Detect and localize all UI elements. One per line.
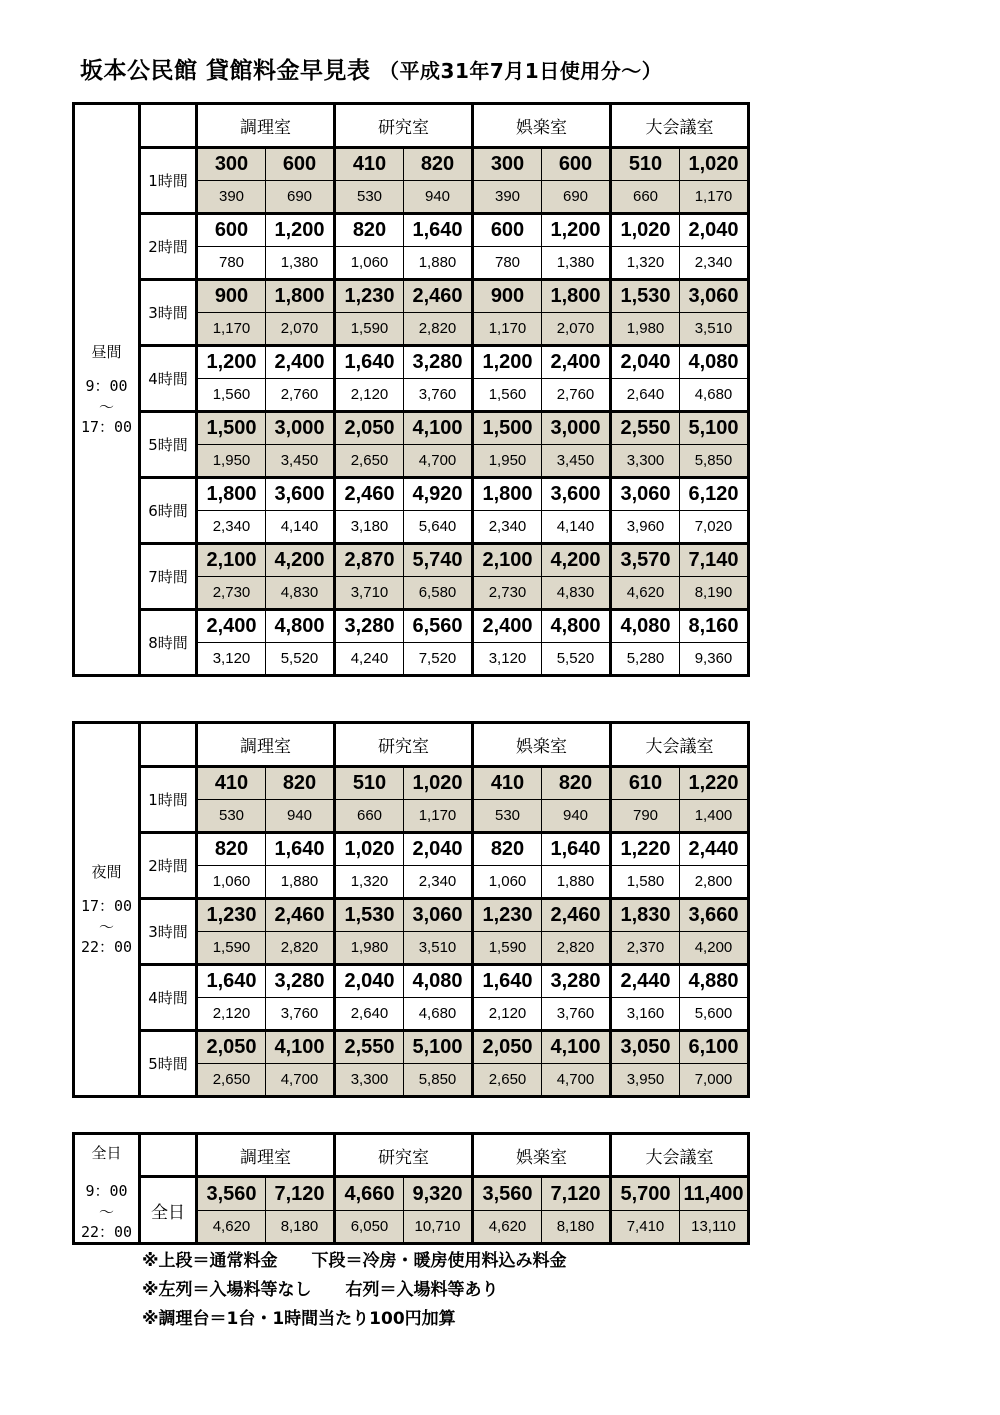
fee-standard: 1,640 (542, 833, 611, 866)
fee-with-aircon: 2,730 (473, 577, 542, 610)
fee-standard: 3,060 (680, 280, 749, 313)
fee-with-aircon: 3,950 (611, 1064, 680, 1097)
rate-row-upper (74, 214, 749, 247)
fee-with-aircon: 3,760 (404, 379, 473, 412)
fee-with-aircon: 1,380 (266, 247, 335, 280)
fee-standard: 4,100 (266, 1031, 335, 1064)
fee-with-aircon: 3,510 (404, 932, 473, 965)
fee-standard: 2,040 (335, 965, 404, 998)
period-label: 夜間 (91, 863, 122, 881)
fee-with-aircon: 2,820 (404, 313, 473, 346)
room-header: 大会議室 (611, 1134, 749, 1177)
fee-with-aircon: 3,160 (611, 998, 680, 1031)
fee-standard: 4,200 (266, 544, 335, 577)
fee-with-aircon: 2,760 (266, 379, 335, 412)
fee-with-aircon: 6,050 (335, 1211, 404, 1244)
fee-standard: 2,460 (542, 899, 611, 932)
room-header: 調理室 (197, 1134, 335, 1177)
time-separator: ～ (98, 917, 114, 936)
fee-with-aircon: 3,180 (335, 511, 404, 544)
fee-standard: 2,100 (197, 544, 266, 577)
rate-row-upper (74, 767, 749, 800)
rate-row-upper (74, 412, 749, 445)
fee-standard: 2,100 (473, 544, 542, 577)
fee-standard: 3,600 (266, 478, 335, 511)
time-separator: ～ (98, 1202, 114, 1221)
fee-standard: 3,660 (680, 899, 749, 932)
fee-standard: 5,100 (680, 412, 749, 445)
fee-standard: 1,800 (197, 478, 266, 511)
fee-with-aircon: 940 (404, 181, 473, 214)
fee-standard: 2,400 (266, 346, 335, 379)
fee-standard: 2,550 (335, 1031, 404, 1064)
fee-with-aircon: 5,600 (680, 998, 749, 1031)
fee-standard: 1,200 (473, 346, 542, 379)
fee-standard: 11,400 (680, 1177, 749, 1211)
fee-with-aircon: 2,070 (266, 313, 335, 346)
room-header: 調理室 (197, 104, 335, 148)
fee-standard: 9,320 (404, 1177, 473, 1211)
rate-row-upper (74, 1177, 749, 1211)
note-left-right: ※左列＝入場料等なし 右列＝入場料等あり (142, 1280, 499, 1300)
fee-with-aircon: 1,320 (611, 247, 680, 280)
room-header: 娯楽室 (473, 723, 611, 767)
fee-with-aircon: 1,590 (335, 313, 404, 346)
fee-standard: 1,800 (266, 280, 335, 313)
fee-standard: 4,920 (404, 478, 473, 511)
fee-with-aircon: 4,680 (680, 379, 749, 412)
fee-standard: 4,080 (611, 610, 680, 643)
fee-standard: 3,280 (404, 346, 473, 379)
fee-with-aircon: 4,700 (404, 445, 473, 478)
fee-standard: 1,530 (611, 280, 680, 313)
fee-with-aircon: 5,520 (542, 643, 611, 676)
fee-with-aircon: 7,520 (404, 643, 473, 676)
fee-standard: 5,700 (611, 1177, 680, 1211)
fee-standard: 2,460 (404, 280, 473, 313)
fee-standard: 4,100 (542, 1031, 611, 1064)
fee-with-aircon: 1,880 (404, 247, 473, 280)
fee-with-aircon: 3,450 (266, 445, 335, 478)
fee-with-aircon: 8,180 (266, 1211, 335, 1244)
fee-standard: 2,040 (404, 833, 473, 866)
fee-standard: 3,570 (611, 544, 680, 577)
fee-standard: 900 (197, 280, 266, 313)
duration-label: 6時間 (140, 478, 197, 544)
fee-with-aircon: 4,620 (611, 577, 680, 610)
fee-standard: 6,100 (680, 1031, 749, 1064)
fee-standard: 1,220 (611, 833, 680, 866)
fee-with-aircon: 3,450 (542, 445, 611, 478)
fee-with-aircon: 2,650 (335, 445, 404, 478)
fee-standard: 1,500 (197, 412, 266, 445)
fee-with-aircon: 390 (473, 181, 542, 214)
fee-standard: 5,100 (404, 1031, 473, 1064)
period-label: 全日 (91, 1144, 122, 1162)
fee-with-aircon: 530 (335, 181, 404, 214)
fee-with-aircon: 5,640 (404, 511, 473, 544)
room-header: 研究室 (335, 723, 473, 767)
period-cell (74, 723, 140, 1097)
daytime-rate-table (72, 102, 750, 677)
corner-cell (140, 104, 197, 148)
notes (142, 1247, 567, 1334)
duration-label: 4時間 (140, 346, 197, 412)
fee-standard: 1,640 (404, 214, 473, 247)
fee-standard: 2,050 (473, 1031, 542, 1064)
fee-with-aircon: 8,180 (542, 1211, 611, 1244)
fee-standard: 1,200 (197, 346, 266, 379)
fee-standard: 600 (542, 148, 611, 181)
rate-row-upper (74, 544, 749, 577)
fee-with-aircon: 1,950 (473, 445, 542, 478)
fee-standard: 3,000 (542, 412, 611, 445)
duration-label: 5時間 (140, 412, 197, 478)
fee-standard: 600 (197, 214, 266, 247)
rate-row-upper (74, 965, 749, 998)
fee-with-aircon: 2,340 (404, 866, 473, 899)
fee-with-aircon: 1,060 (197, 866, 266, 899)
rate-row-upper (74, 833, 749, 866)
fee-with-aircon: 1,060 (335, 247, 404, 280)
fee-with-aircon: 780 (197, 247, 266, 280)
duration-label: 4時間 (140, 965, 197, 1031)
fee-with-aircon: 2,340 (473, 511, 542, 544)
fee-with-aircon: 2,070 (542, 313, 611, 346)
time-end: 22：00 (80, 937, 133, 956)
fee-standard: 2,870 (335, 544, 404, 577)
duration-label: 2時間 (140, 214, 197, 280)
fee-standard: 1,640 (473, 965, 542, 998)
fee-standard: 5,740 (404, 544, 473, 577)
fee-with-aircon: 940 (542, 800, 611, 833)
fee-with-aircon: 13,110 (680, 1211, 749, 1244)
header-row (74, 1134, 749, 1177)
fee-with-aircon: 4,140 (542, 511, 611, 544)
fee-with-aircon: 3,120 (473, 643, 542, 676)
fee-standard: 1,230 (335, 280, 404, 313)
fee-with-aircon: 3,960 (611, 511, 680, 544)
fee-with-aircon: 2,650 (197, 1064, 266, 1097)
fee-standard: 1,020 (335, 833, 404, 866)
period-cell (74, 104, 140, 676)
time-start: 17：00 (80, 897, 133, 916)
fee-with-aircon: 690 (542, 181, 611, 214)
room-header: 調理室 (197, 723, 335, 767)
fee-standard: 7,120 (542, 1177, 611, 1211)
rate-row-upper (74, 899, 749, 932)
fee-standard: 4,660 (335, 1177, 404, 1211)
duration-label: 2時間 (140, 833, 197, 899)
fee-standard: 3,050 (611, 1031, 680, 1064)
time-separator: ～ (98, 397, 114, 416)
fee-standard: 1,020 (404, 767, 473, 800)
fee-standard: 3,060 (404, 899, 473, 932)
fee-with-aircon: 1,560 (473, 379, 542, 412)
fee-standard: 1,640 (197, 965, 266, 998)
fee-standard: 3,560 (473, 1177, 542, 1211)
fee-with-aircon: 9,360 (680, 643, 749, 676)
fee-with-aircon: 2,120 (197, 998, 266, 1031)
fee-standard: 2,440 (611, 965, 680, 998)
time-end: 17：00 (80, 417, 133, 436)
fee-with-aircon: 1,880 (266, 866, 335, 899)
fee-standard: 820 (197, 833, 266, 866)
rate-row-upper (74, 280, 749, 313)
fee-with-aircon: 1,170 (473, 313, 542, 346)
fee-standard: 1,500 (473, 412, 542, 445)
fee-standard: 1,230 (197, 899, 266, 932)
fee-standard: 2,460 (335, 478, 404, 511)
fee-with-aircon: 2,340 (197, 511, 266, 544)
fee-standard: 820 (542, 767, 611, 800)
fee-with-aircon: 2,650 (473, 1064, 542, 1097)
fee-standard: 4,880 (680, 965, 749, 998)
fee-with-aircon: 4,200 (680, 932, 749, 965)
fee-with-aircon: 780 (473, 247, 542, 280)
fee-with-aircon: 4,620 (197, 1211, 266, 1244)
fee-standard: 2,040 (611, 346, 680, 379)
fee-with-aircon: 4,830 (266, 577, 335, 610)
duration-label: 5時間 (140, 1031, 197, 1097)
fee-with-aircon: 660 (335, 800, 404, 833)
fee-standard: 3,600 (542, 478, 611, 511)
fee-with-aircon: 5,850 (404, 1064, 473, 1097)
fee-with-aircon: 1,320 (335, 866, 404, 899)
fee-standard: 820 (335, 214, 404, 247)
rate-row-upper (74, 610, 749, 643)
fee-with-aircon: 5,850 (680, 445, 749, 478)
duration-label: 3時間 (140, 280, 197, 346)
room-header: 大会議室 (611, 104, 749, 148)
fee-with-aircon: 1,060 (473, 866, 542, 899)
fee-with-aircon: 2,760 (542, 379, 611, 412)
fee-with-aircon: 1,950 (197, 445, 266, 478)
fee-with-aircon: 3,710 (335, 577, 404, 610)
fee-with-aircon: 530 (473, 800, 542, 833)
fee-with-aircon: 1,170 (404, 800, 473, 833)
fee-standard: 4,080 (404, 965, 473, 998)
rate-row-upper (74, 478, 749, 511)
fee-with-aircon: 2,340 (680, 247, 749, 280)
fee-with-aircon: 6,580 (404, 577, 473, 610)
allday-rate-table (72, 1132, 750, 1245)
fee-with-aircon: 2,730 (197, 577, 266, 610)
fee-standard: 1,800 (542, 280, 611, 313)
fee-standard: 3,560 (197, 1177, 266, 1211)
rate-row-upper (74, 148, 749, 181)
duration-label: 3時間 (140, 899, 197, 965)
fee-standard: 7,140 (680, 544, 749, 577)
fee-standard: 2,400 (473, 610, 542, 643)
fee-standard: 1,640 (266, 833, 335, 866)
fee-with-aircon: 2,120 (473, 998, 542, 1031)
fee-standard: 2,440 (680, 833, 749, 866)
duration-label: 8時間 (140, 610, 197, 676)
fee-with-aircon: 4,240 (335, 643, 404, 676)
fee-with-aircon: 1,590 (197, 932, 266, 965)
fee-standard: 3,060 (611, 478, 680, 511)
fee-standard: 410 (197, 767, 266, 800)
corner-cell (140, 1134, 197, 1177)
fee-with-aircon: 3,300 (611, 445, 680, 478)
fee-with-aircon: 7,410 (611, 1211, 680, 1244)
fee-standard: 300 (473, 148, 542, 181)
fee-standard: 1,530 (335, 899, 404, 932)
fee-with-aircon: 7,020 (680, 511, 749, 544)
note-cooking-table: ※調理台＝1台・1時間当たり100円加算 (142, 1309, 456, 1329)
fee-standard: 2,040 (680, 214, 749, 247)
fee-standard: 4,080 (680, 346, 749, 379)
room-header: 研究室 (335, 104, 473, 148)
fee-standard: 900 (473, 280, 542, 313)
fee-with-aircon: 1,590 (473, 932, 542, 965)
fee-standard: 1,200 (542, 214, 611, 247)
fee-with-aircon: 4,680 (404, 998, 473, 1031)
fee-standard: 4,800 (542, 610, 611, 643)
fee-standard: 4,100 (404, 412, 473, 445)
fee-standard: 510 (335, 767, 404, 800)
fee-with-aircon: 1,980 (335, 932, 404, 965)
fee-with-aircon: 2,820 (266, 932, 335, 965)
fee-standard: 820 (473, 833, 542, 866)
fee-with-aircon: 5,280 (611, 643, 680, 676)
page-title (80, 52, 662, 85)
fee-with-aircon: 1,400 (680, 800, 749, 833)
fee-with-aircon: 1,980 (611, 313, 680, 346)
fee-with-aircon: 3,760 (542, 998, 611, 1031)
fee-standard: 410 (335, 148, 404, 181)
fee-with-aircon: 4,700 (542, 1064, 611, 1097)
fee-standard: 3,280 (266, 965, 335, 998)
fee-standard: 410 (473, 767, 542, 800)
fee-with-aircon: 10,710 (404, 1211, 473, 1244)
fee-with-aircon: 3,760 (266, 998, 335, 1031)
fee-with-aircon: 1,560 (197, 379, 266, 412)
fee-with-aircon: 2,640 (335, 998, 404, 1031)
fee-with-aircon: 2,640 (611, 379, 680, 412)
fee-standard: 4,800 (266, 610, 335, 643)
time-end: 22：00 (80, 1222, 133, 1241)
time-start: 9：00 (85, 377, 128, 396)
room-header: 娯楽室 (473, 104, 611, 148)
fee-with-aircon: 8,190 (680, 577, 749, 610)
duration-label: 全日 (140, 1177, 197, 1244)
nighttime-rate-table (72, 721, 750, 1098)
fee-standard: 510 (611, 148, 680, 181)
fee-standard: 820 (266, 767, 335, 800)
fee-with-aircon: 530 (197, 800, 266, 833)
title-period: （平成31年7月1日使用分～） (379, 59, 663, 83)
fee-with-aircon: 3,120 (197, 643, 266, 676)
fee-with-aircon: 390 (197, 181, 266, 214)
fee-standard: 1,800 (473, 478, 542, 511)
fee-with-aircon: 790 (611, 800, 680, 833)
rate-row-upper (74, 1031, 749, 1064)
fee-standard: 2,050 (335, 412, 404, 445)
fee-standard: 1,200 (266, 214, 335, 247)
time-start: 9：00 (85, 1182, 128, 1201)
fee-standard: 6,120 (680, 478, 749, 511)
duration-label: 1時間 (140, 767, 197, 833)
fee-with-aircon: 4,140 (266, 511, 335, 544)
header-row (74, 723, 749, 767)
fee-with-aircon: 1,880 (542, 866, 611, 899)
fee-with-aircon: 4,830 (542, 577, 611, 610)
fee-with-aircon: 2,800 (680, 866, 749, 899)
duration-label: 1時間 (140, 148, 197, 214)
room-header: 研究室 (335, 1134, 473, 1177)
header-row (74, 104, 749, 148)
fee-standard: 2,050 (197, 1031, 266, 1064)
fee-with-aircon: 2,820 (542, 932, 611, 965)
room-header: 娯楽室 (473, 1134, 611, 1177)
fee-with-aircon: 1,580 (611, 866, 680, 899)
fee-with-aircon: 690 (266, 181, 335, 214)
fee-standard: 2,400 (197, 610, 266, 643)
fee-standard: 600 (266, 148, 335, 181)
fee-standard: 2,460 (266, 899, 335, 932)
fee-standard: 3,280 (335, 610, 404, 643)
fee-standard: 300 (197, 148, 266, 181)
fee-with-aircon: 2,120 (335, 379, 404, 412)
fee-standard: 8,160 (680, 610, 749, 643)
room-header: 大会議室 (611, 723, 749, 767)
fee-standard: 2,550 (611, 412, 680, 445)
fee-with-aircon: 4,620 (473, 1211, 542, 1244)
title-main: 坂本公民館 貸館料金早見表 (80, 58, 371, 84)
fee-with-aircon: 1,380 (542, 247, 611, 280)
note-upper-lower: ※上段＝通常料金 下段＝冷房・暖房使用料込み料金 (142, 1251, 567, 1271)
fee-with-aircon: 5,520 (266, 643, 335, 676)
fee-with-aircon: 1,170 (197, 313, 266, 346)
fee-standard: 1,830 (611, 899, 680, 932)
fee-with-aircon: 4,700 (266, 1064, 335, 1097)
fee-with-aircon: 7,000 (680, 1064, 749, 1097)
fee-standard: 7,120 (266, 1177, 335, 1211)
fee-standard: 820 (404, 148, 473, 181)
duration-label: 7時間 (140, 544, 197, 610)
fee-standard: 6,560 (404, 610, 473, 643)
fee-standard: 1,220 (680, 767, 749, 800)
fee-with-aircon: 2,370 (611, 932, 680, 965)
fee-standard: 4,200 (542, 544, 611, 577)
corner-cell (140, 723, 197, 767)
rate-row-upper (74, 346, 749, 379)
fee-standard: 1,230 (473, 899, 542, 932)
fee-standard: 1,020 (680, 148, 749, 181)
period-label: 昼間 (91, 343, 122, 361)
fee-with-aircon: 1,170 (680, 181, 749, 214)
fee-standard: 1,020 (611, 214, 680, 247)
fee-standard: 3,280 (542, 965, 611, 998)
fee-standard: 2,400 (542, 346, 611, 379)
fee-standard: 3,000 (266, 412, 335, 445)
fee-with-aircon: 3,300 (335, 1064, 404, 1097)
fee-standard: 600 (473, 214, 542, 247)
fee-with-aircon: 940 (266, 800, 335, 833)
fee-standard: 1,640 (335, 346, 404, 379)
fee-with-aircon: 660 (611, 181, 680, 214)
fee-with-aircon: 3,510 (680, 313, 749, 346)
fee-standard: 610 (611, 767, 680, 800)
period-cell (74, 1134, 140, 1244)
